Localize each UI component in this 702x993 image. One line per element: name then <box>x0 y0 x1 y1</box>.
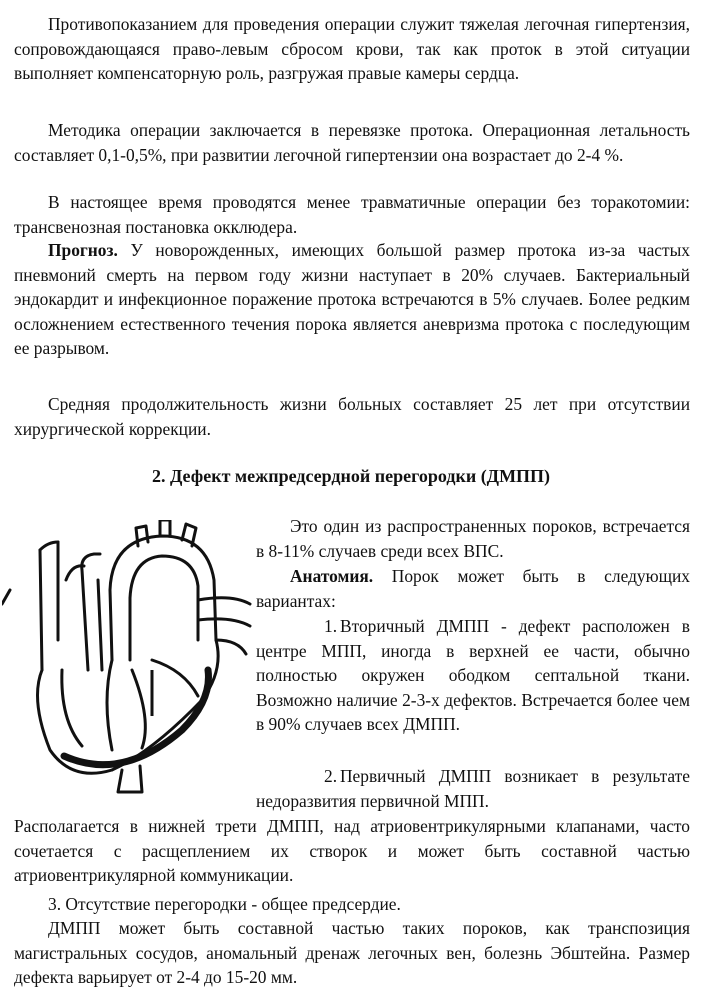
list-item-secondary-defect <box>256 614 690 737</box>
paragraph-modern-operations: В настоящее время проводятся менее травматичные операции без торакотомии: трансвенозная постановка окклюдера. <box>14 192 690 237</box>
anatomy-text: Порок может быть в следующих вариантах: <box>256 566 690 611</box>
list-item-number: 1. <box>324 616 338 636</box>
paragraph-prognosis <box>14 238 690 361</box>
paragraph-intro: Это один из распространенных пороков, встречается в 8-11% случаев среди всех ВПС. <box>256 516 690 561</box>
anatomy-label: Анатомия. <box>290 566 374 586</box>
list-item-primary-defect <box>256 764 690 813</box>
heart-diagram-icon <box>2 520 252 795</box>
list-item-text: Первичный ДМПП возникает в результате недоразвития первичной МПП. <box>256 766 690 811</box>
paragraph-method: Методика операции заключается в перевязке протока. Операционная летальность составляет 0,1-0,5%, при развитии легочной гипертензии она возрастает до 2-4 %. <box>14 120 690 165</box>
list-item-text: Вторичный ДМПП - дефект расположен в центре МПП, иногда в верхней ее части, обычно полностью окружен ободком септальной ткани. Возможно наличие 2-3-х дефектов. Встречается более чем в 90% случаев всех ДМПП. <box>256 616 690 735</box>
section-heading: 2. Дефект межпредсердной перегородки (ДМПП) <box>151 466 551 486</box>
paragraph-life-expectancy: Средняя продолжительность жизни больных составляет 25 лет при отсутствии хирургической коррекции. <box>14 394 690 439</box>
prognosis-text: У новорожденных, имеющих большой размер протока из-за частых пневмоний смерть на первом году жизни наступает в 20% случаев. Бактериальный эндокардит и инфекционное поражение протока встречаются в 5% случаев. Более редким осложнением естественного течения порока является аневризма протока с последующим ее разрывом. <box>14 240 690 359</box>
paragraph-contraindications: Противопоказанием для проведения операции служит тяжелая легочная гипертензия, сопровождающаяся право-левым сбросом крови, так как проток в этой ситуации выполняет компенсаторную роль, разгружая правые камеры сердца. <box>14 14 690 84</box>
list-item-number: 2. <box>324 766 338 786</box>
paragraph-associated-defects: ДМПП может быть составной частью таких пороков, как транспозиция магистральных сосудов, аномальный дренаж легочных вен, болезнь Эбштейна. Размер дефекта варьирует от 2-4 до 15-20 мм. <box>14 918 690 988</box>
paragraph-anatomy <box>256 564 690 613</box>
list-item-common-atrium: 3. Отсутствие перегородки - общее предсердие. <box>48 894 401 914</box>
paragraph-primary-defect-continued: Располагается в нижней трети ДМПП, над атриовентрикулярными клапанами, часто сочетается с расщеплением их створок и может быть составной частью атриовентрикулярной коммуникации. <box>14 816 690 886</box>
prognosis-label: Прогноз. <box>48 240 118 260</box>
